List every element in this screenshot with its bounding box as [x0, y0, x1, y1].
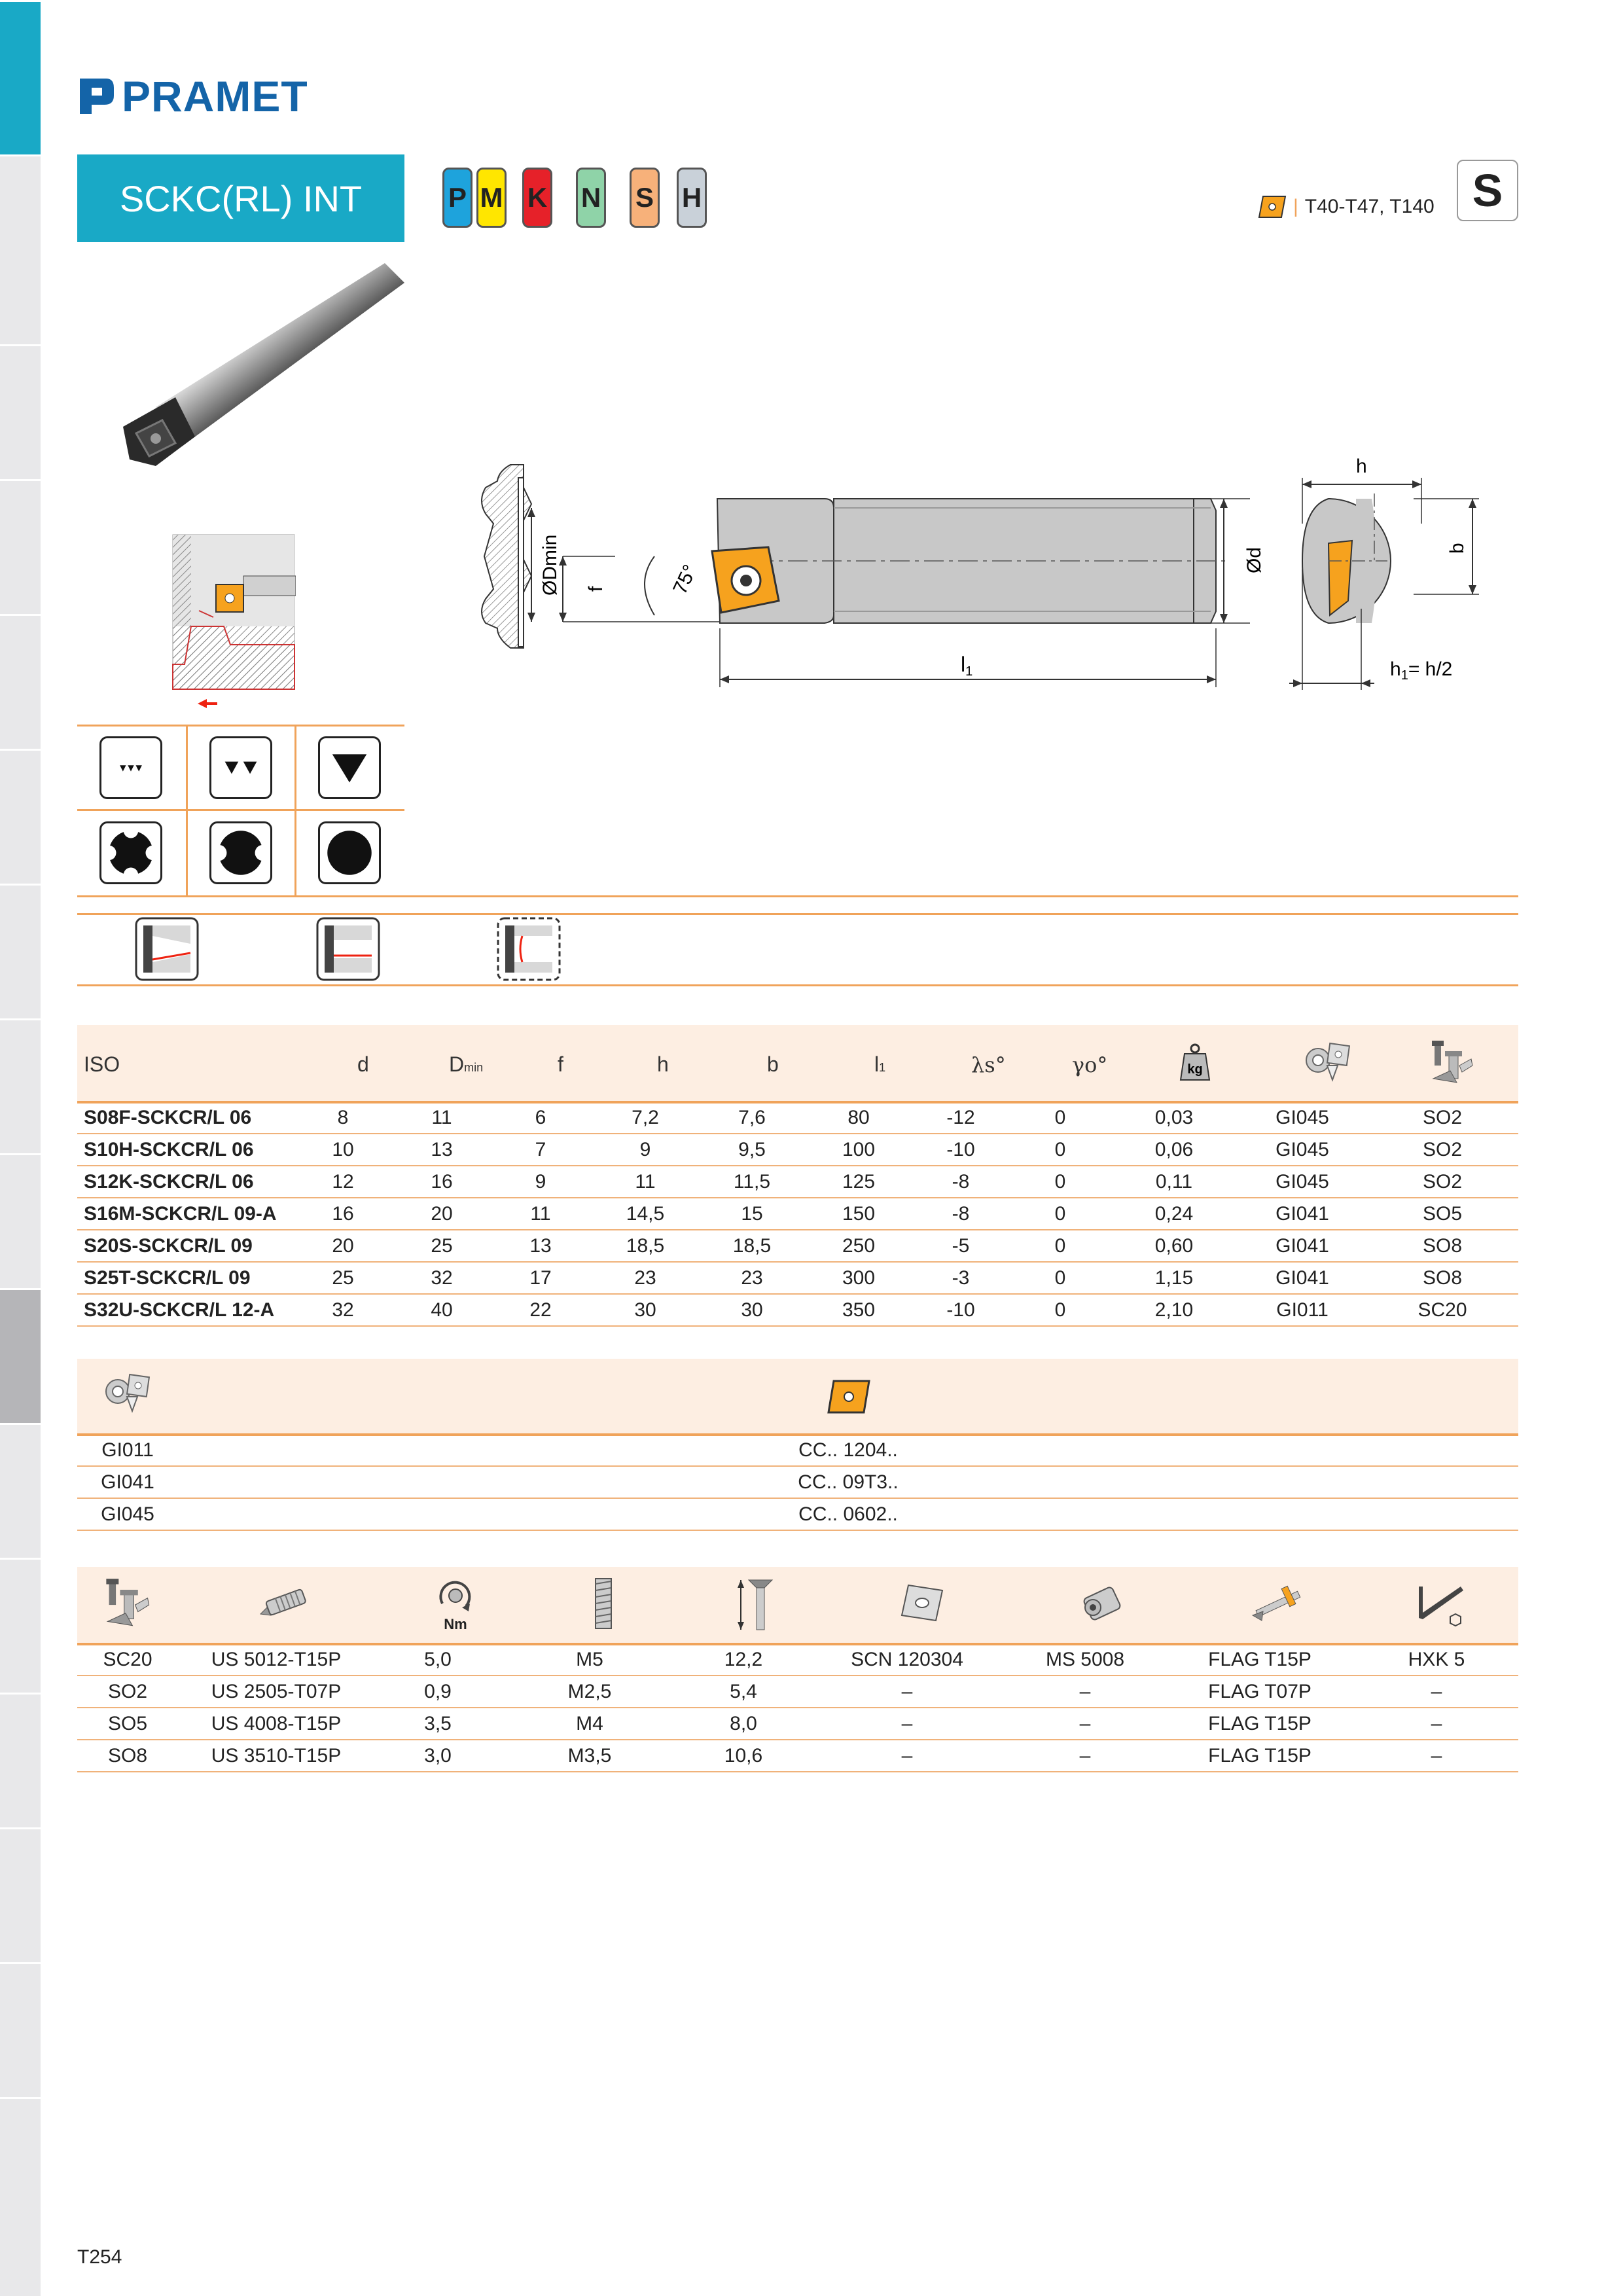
product-photo [77, 257, 404, 509]
cell-set-code: SO5 [77, 1708, 178, 1740]
cell-spare-set: SC20 [1366, 1294, 1518, 1326]
tool-technical-drawing [458, 452, 1492, 694]
cell-d: 10 [291, 1134, 395, 1166]
table-row [77, 1134, 1518, 1166]
material-badge-p: P [442, 168, 473, 228]
cell-f: 6 [488, 1102, 593, 1134]
cell-weight: 0,03 [1110, 1102, 1238, 1134]
header-dmin: Dmin [449, 1052, 484, 1076]
medium-machining-icon-cell [187, 726, 294, 809]
cell-f: 7 [488, 1134, 593, 1166]
insert-seat-icon [1302, 1041, 1351, 1084]
interrupted-cut-icon [99, 821, 162, 884]
interrupted-cut-icon-cell [77, 812, 185, 894]
cell-shim-screw: – [1005, 1740, 1165, 1772]
table-row [77, 1740, 1518, 1772]
light-interrupted-cut-icon-cell [187, 812, 294, 894]
cell-b: 23 [698, 1262, 806, 1294]
weight-icon [1179, 1042, 1211, 1081]
cell-set-code: SC20 [77, 1644, 178, 1676]
cell-lambda: -12 [911, 1102, 1010, 1134]
weight-icon-label: kg [1187, 1062, 1203, 1077]
cell-d: 20 [291, 1230, 395, 1262]
cell-l1: 150 [806, 1198, 911, 1230]
cell-spare-set: SO2 [1366, 1102, 1518, 1134]
cell-weight: 0,60 [1110, 1230, 1238, 1262]
cell-iso-code: S32U-SCKCR/L 12-A [77, 1294, 291, 1326]
cell-insert-seat: GI041 [1238, 1262, 1366, 1294]
cell-shim: – [809, 1676, 1005, 1708]
medium-machining-icon [209, 736, 272, 799]
cell-h: 14,5 [593, 1198, 698, 1230]
cell-key: FLAG T15P [1165, 1644, 1355, 1676]
cell-hex-key: – [1355, 1708, 1518, 1740]
cell-screw-length: 5,4 [678, 1676, 809, 1708]
dim-l1-label: l1 [961, 653, 973, 679]
cell-h: 9 [593, 1134, 698, 1166]
table-row [77, 1230, 1518, 1262]
cell-hex-key: HXK 5 [1355, 1644, 1518, 1676]
cell-dmin: 32 [395, 1262, 488, 1294]
cell-f: 13 [488, 1230, 593, 1262]
cell-screw-length: 10,6 [678, 1740, 809, 1772]
pramet-logo-icon [77, 76, 116, 117]
cell-gamma: 0 [1010, 1134, 1110, 1166]
cell-b: 18,5 [698, 1230, 806, 1262]
grid-line [77, 895, 1518, 897]
side-tab[interactable] [0, 614, 41, 749]
cell-torque: 0,9 [374, 1676, 501, 1708]
continuous-cut-icon [318, 821, 381, 884]
cell-gamma: 0 [1010, 1294, 1110, 1326]
cell-d: 12 [291, 1166, 395, 1198]
cell-iso-code: S20S-SCKCR/L 09 [77, 1230, 291, 1262]
angle-label: 75° [669, 561, 702, 598]
cell-shim-screw: – [1005, 1708, 1165, 1740]
cell-spare-set: SO2 [1366, 1134, 1518, 1166]
cell-key: FLAG T15P [1165, 1740, 1355, 1772]
side-tab[interactable] [0, 344, 41, 479]
cell-f: 17 [488, 1262, 593, 1294]
cell-torque: 5,0 [374, 1644, 501, 1676]
side-tab[interactable] [0, 2097, 41, 2296]
boring-taper-icon [134, 916, 200, 982]
cell-d: 32 [291, 1294, 395, 1326]
hex-key-icon [1406, 1580, 1469, 1630]
cell-shim: – [809, 1708, 1005, 1740]
main-table [77, 1102, 1518, 1327]
dim-dmin-label: ØDmin [539, 534, 561, 596]
cell-l1: 100 [806, 1134, 911, 1166]
cell-spare-set: SO5 [1366, 1198, 1518, 1230]
side-tab[interactable] [0, 884, 41, 1018]
insert-reference [1258, 194, 1435, 220]
cell-f: 9 [488, 1166, 593, 1198]
cell-f: 11 [488, 1198, 593, 1230]
torque-arrow-icon [436, 1577, 475, 1614]
grid-line [77, 913, 1518, 915]
cell-shim: – [809, 1740, 1005, 1772]
side-tab-active[interactable] [0, 0, 41, 154]
cell-insert-seat: GI011 [1238, 1294, 1366, 1326]
side-tab[interactable] [0, 1423, 41, 1558]
header-b: b [767, 1052, 779, 1076]
cell-insert-seat: GI041 [1238, 1198, 1366, 1230]
cell-lambda: -10 [911, 1134, 1010, 1166]
cell-dmin: 20 [395, 1198, 488, 1230]
torque-icon [436, 1577, 475, 1632]
category-letter-box: S [1457, 160, 1518, 221]
cell-lambda: -10 [911, 1294, 1010, 1326]
table-row [77, 1644, 1518, 1676]
cell-b: 9,5 [698, 1134, 806, 1166]
cell-dmin: 40 [395, 1294, 488, 1326]
continuous-cut-icon-cell [296, 812, 403, 894]
header-lambda: λs° [971, 1052, 1006, 1077]
cell-gamma: 0 [1010, 1102, 1110, 1134]
cell-weight: 2,10 [1110, 1294, 1238, 1326]
side-tab[interactable] [0, 1018, 41, 1153]
finishing-icon [99, 736, 162, 799]
shim-icon [899, 1583, 945, 1623]
material-badge-n: N [576, 168, 606, 228]
cell-h: 23 [593, 1262, 698, 1294]
cell-screw-length: 12,2 [678, 1644, 809, 1676]
cell-hex-key: – [1355, 1676, 1518, 1708]
cell-gamma: 0 [1010, 1230, 1110, 1262]
table-row [77, 1498, 1518, 1530]
cell-h: 7,2 [593, 1102, 698, 1134]
table-row [77, 1435, 1518, 1466]
material-badge-h: H [677, 168, 707, 228]
table-row [77, 1708, 1518, 1740]
cell-l1: 80 [806, 1102, 911, 1134]
material-badge-s: S [630, 168, 660, 228]
shim-screw-icon [1080, 1583, 1122, 1623]
material-badge-m: M [476, 168, 507, 228]
side-tab-current-section[interactable] [0, 1288, 41, 1423]
cell-thread: M4 [501, 1708, 678, 1740]
side-tab-strip [0, 0, 41, 2296]
side-tab[interactable] [0, 1827, 41, 1962]
cell-seat-code: GI011 [77, 1435, 178, 1466]
cell-spare-set: SO2 [1366, 1166, 1518, 1198]
cell-d: 8 [291, 1102, 395, 1134]
table-row [77, 1262, 1518, 1294]
grid-line [77, 984, 1518, 986]
cell-b: 30 [698, 1294, 806, 1326]
header-f: f [558, 1052, 563, 1076]
cell-iso-code: S16M-SCKCR/L 09-A [77, 1198, 291, 1230]
cell-lambda: -8 [911, 1198, 1010, 1230]
cell-clamping-screw: US 3510-T15P [178, 1740, 374, 1772]
cell-insert-seat: GI045 [1238, 1134, 1366, 1166]
insert-ref-text: T40-T47, T140 [1304, 196, 1435, 217]
boring-shoulder-icon [496, 916, 562, 982]
logo-text: PRAMET [122, 72, 308, 120]
table-row [77, 1166, 1518, 1198]
cell-weight: 0,06 [1110, 1134, 1238, 1166]
table-row [77, 1676, 1518, 1708]
cell-b: 15 [698, 1198, 806, 1230]
cell-iso-code: S08F-SCKCR/L 06 [77, 1102, 291, 1134]
parts-table [77, 1644, 1518, 1772]
cell-iso-code: S12K-SCKCR/L 06 [77, 1166, 291, 1198]
insert-table [77, 1435, 1518, 1531]
insert-icon [1258, 194, 1287, 220]
header-gamma: γo° [1072, 1052, 1108, 1077]
cell-b: 11,5 [698, 1166, 806, 1198]
side-tab[interactable] [0, 154, 41, 344]
cell-f: 22 [488, 1294, 593, 1326]
cell-set-code: SO2 [77, 1676, 178, 1708]
cell-hex-key: – [1355, 1740, 1518, 1772]
cell-lambda: -3 [911, 1262, 1010, 1294]
cell-weight: 0,24 [1110, 1198, 1238, 1230]
cell-b: 7,6 [698, 1102, 806, 1134]
light-interrupted-cut-icon [209, 821, 272, 884]
side-tab[interactable] [0, 479, 41, 614]
header-iso: ISO [84, 1052, 120, 1076]
dim-h1-label: $h_1= h/2$ [1390, 658, 1453, 683]
cell-torque: 3,5 [374, 1708, 501, 1740]
grid-line [77, 809, 404, 811]
cell-lambda: -5 [911, 1230, 1010, 1262]
dim-h-label: h [1356, 456, 1367, 477]
thread-icon [592, 1576, 615, 1631]
cell-h: 11 [593, 1166, 698, 1198]
insert-table-header-band [77, 1359, 1518, 1435]
header-d: d [357, 1052, 369, 1076]
dim-b-label: b [1446, 543, 1468, 554]
insert-seat-icon [102, 1372, 151, 1415]
screw-key-icon [1431, 1039, 1474, 1085]
cell-dmin: 11 [395, 1102, 488, 1134]
table-row [77, 1102, 1518, 1134]
cell-thread: M3,5 [501, 1740, 678, 1772]
pramet-logo [77, 73, 308, 119]
cell-thread: M2,5 [501, 1676, 678, 1708]
cell-h: 18,5 [593, 1230, 698, 1262]
boring-straight-icon [315, 916, 381, 982]
cell-insert-designation: CC.. 1204.. [178, 1435, 1518, 1466]
cell-gamma: 0 [1010, 1198, 1110, 1230]
cell-seat-code: GI045 [77, 1498, 178, 1530]
screw-length-icon [736, 1577, 775, 1632]
clamping-screw-icon [258, 1583, 310, 1624]
cell-clamping-screw: US 4008-T15P [178, 1708, 374, 1740]
insert-icon [826, 1378, 872, 1415]
finishing-icon-cell [77, 726, 185, 809]
roughing-icon-cell [296, 726, 403, 809]
cell-insert-seat: GI045 [1238, 1166, 1366, 1198]
table-row [77, 1294, 1518, 1326]
operation-schematic [171, 533, 296, 710]
cell-l1: 300 [806, 1262, 911, 1294]
key-flag-icon [1250, 1583, 1305, 1623]
cell-screw-length: 8,0 [678, 1708, 809, 1740]
cell-insert-designation: CC.. 09T3.. [178, 1466, 1518, 1498]
header-l1: l1 [874, 1052, 886, 1076]
page-number: T254 [77, 2246, 122, 2268]
cell-d: 16 [291, 1198, 395, 1230]
cell-insert-designation: CC.. 0602.. [178, 1498, 1518, 1530]
insert-ref-separator: | [1293, 196, 1298, 217]
side-tab[interactable] [0, 1153, 41, 1288]
cell-clamping-screw: US 2505-T07P [178, 1676, 374, 1708]
cell-h: 30 [593, 1294, 698, 1326]
cell-shim-screw: MS 5008 [1005, 1644, 1165, 1676]
cell-l1: 350 [806, 1294, 911, 1326]
cell-lambda: -8 [911, 1166, 1010, 1198]
dim-f-label: f [585, 586, 607, 592]
cell-key: FLAG T15P [1165, 1708, 1355, 1740]
cell-seat-code: GI041 [77, 1466, 178, 1498]
cell-gamma: 0 [1010, 1262, 1110, 1294]
cell-dmin: 25 [395, 1230, 488, 1262]
cell-spare-set: SO8 [1366, 1262, 1518, 1294]
cell-shim: SCN 120304 [809, 1644, 1005, 1676]
cell-dmin: 16 [395, 1166, 488, 1198]
torque-label: Nm [444, 1616, 467, 1632]
side-tab[interactable] [0, 1558, 41, 1693]
screw-key-icon [105, 1577, 151, 1630]
cell-iso-code: S25T-SCKCR/L 09 [77, 1262, 291, 1294]
cell-insert-seat: GI045 [1238, 1102, 1366, 1134]
table-row [77, 1466, 1518, 1498]
cell-set-code: SO8 [77, 1740, 178, 1772]
side-tab[interactable] [0, 1962, 41, 2097]
cell-iso-code: S10H-SCKCR/L 06 [77, 1134, 291, 1166]
cell-insert-seat: GI041 [1238, 1230, 1366, 1262]
cell-key: FLAG T07P [1165, 1676, 1355, 1708]
material-badge-k: K [522, 168, 552, 228]
cell-d: 25 [291, 1262, 395, 1294]
cell-clamping-screw: US 5012-T15P [178, 1644, 374, 1676]
side-tab[interactable] [0, 1693, 41, 1827]
cell-l1: 125 [806, 1166, 911, 1198]
cell-thread: M5 [501, 1644, 678, 1676]
dim-d-label: Ød [1243, 547, 1265, 573]
product-title: SCKC(RL) INT [77, 154, 404, 242]
side-tab[interactable] [0, 749, 41, 884]
cell-dmin: 13 [395, 1134, 488, 1166]
cell-gamma: 0 [1010, 1166, 1110, 1198]
cell-shim-screw: – [1005, 1676, 1165, 1708]
cell-spare-set: SO8 [1366, 1230, 1518, 1262]
table-row [77, 1198, 1518, 1230]
cell-weight: 1,15 [1110, 1262, 1238, 1294]
header-h: h [657, 1052, 669, 1076]
cell-weight: 0,11 [1110, 1166, 1238, 1198]
cell-l1: 250 [806, 1230, 911, 1262]
roughing-icon [318, 736, 381, 799]
cell-torque: 3,0 [374, 1740, 501, 1772]
